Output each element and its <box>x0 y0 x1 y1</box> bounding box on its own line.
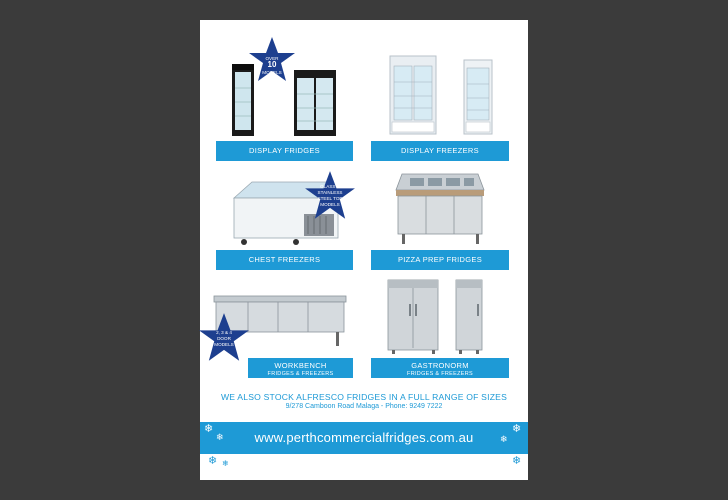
workbench-label: WORKBENCH FRIDGES & FREEZERS <box>248 358 353 378</box>
badge-over-text: OVER <box>265 56 279 61</box>
website-url[interactable]: www.perthcommercialfridges.com.au <box>254 430 474 445</box>
gastronorm-label: GASTRONORM FRIDGES & FREEZERS <box>371 358 509 378</box>
badge-models-text: MODELS <box>214 342 234 347</box>
snowflake-icon: ❄ <box>512 455 522 467</box>
pizza-prep-fridges-label: PIZZA PREP FRIDGES <box>371 250 509 270</box>
pizza-prep-fridges-image <box>392 170 488 246</box>
snowflake-icon: ❄ <box>512 423 522 435</box>
badge-stainless-text: STAINLESS <box>317 190 343 195</box>
snowflake-icon: ❄ <box>204 423 214 435</box>
star-badge-icon <box>198 312 250 364</box>
display-freezers-image <box>386 52 502 136</box>
promo-headline: WE ALSO STOCK ALFRESCO FRIDGES IN A FULL RANGE OF SIZES <box>220 392 508 402</box>
chest-freezers-label: CHEST FREEZERS <box>216 250 353 270</box>
gastronorm-image <box>384 278 508 354</box>
star-badge-icon <box>304 170 356 222</box>
footer-banner <box>200 422 528 454</box>
snowflake-icon: ❄ <box>222 459 229 468</box>
snowflake-icon: ❄ <box>208 455 218 467</box>
flyer-page <box>200 20 528 480</box>
display-freezers-label: DISPLAY FREEZERS <box>371 141 509 161</box>
badge-glass-text: GLASS & <box>320 184 340 189</box>
badge-models-text: MODELS <box>320 202 340 207</box>
badge-steel-top-text: STEEL TOP <box>317 196 343 201</box>
display-fridges-label: DISPLAY FRIDGES <box>216 141 353 161</box>
snowflake-icon: ❄ <box>216 432 224 442</box>
badge-door-count-text: 2, 3 & 4 <box>216 330 232 335</box>
badge-door-text: DOOR <box>217 336 231 341</box>
snowflake-icon: ❄ <box>500 434 508 444</box>
badge-count-text: 10 <box>267 60 277 69</box>
badge-models-text: MODELS <box>262 70 282 75</box>
star-badge-icon <box>248 36 296 84</box>
store-address: 9/278 Camboon Road Malaga - Phone: 9249 7222 <box>285 403 443 410</box>
